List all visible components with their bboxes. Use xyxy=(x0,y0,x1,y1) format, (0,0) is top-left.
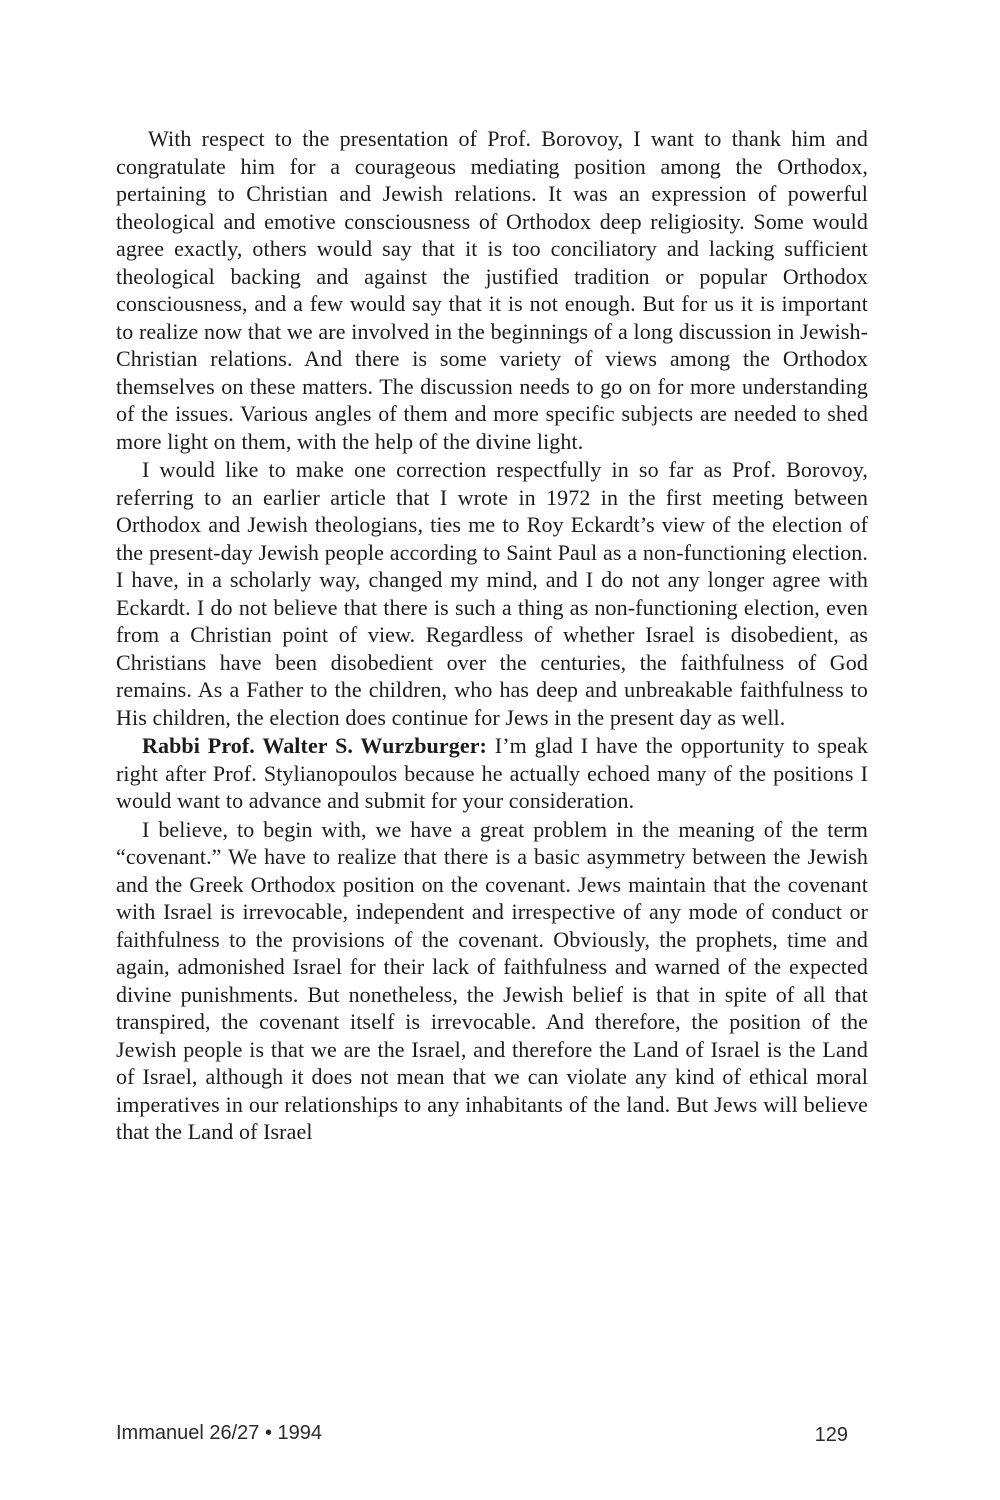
paragraph-borovoy-response xyxy=(116,125,868,455)
paragraph-correction xyxy=(116,456,868,731)
paragraph-wurzburger-intro xyxy=(116,732,868,815)
page-number: 129 xyxy=(814,1424,848,1446)
speaker-name: Rabbi Prof. Walter S. Wurzburger: xyxy=(142,733,487,758)
paragraph-text: I would like to make one correction respectfully in so far as Prof. Borovoy, referring to an earlier article that I wrote in 1972 in the first meeting between Orthodox and Jewish theologians, ties me to Roy Eckardt’s view of the election of the present-day Jewish people according to Saint Paul as a non-functioning election. I have, in a scholarly way, changed my mind, and I do not any longer agree with Eckardt. I do not believe that there is such a thing as non-functioning election, even from a Christian point of view. Regardless of whether Israel is disobedient, as Christians have been disobedient over the centuries, the faithfulness of God remains. As a Father to the children, who has deep and unbreakable faithfulness to His children, the election does continue for Jews in the present day as well. xyxy=(116,457,868,730)
paragraph-covenant xyxy=(116,816,868,1146)
body-text xyxy=(116,125,868,1146)
journal-citation: Immanuel 26/27 • 1994 xyxy=(116,1422,323,1444)
paragraph-text: I’m glad I have the opportunity to speak right after Prof. Stylianopoulos because he actually echoed many of the positions I would want to advance and submit for your consideration. xyxy=(116,733,868,813)
paragraph-text: With respect to the presentation of Prof. Borovoy, I want to thank him and congratulate him for a courageous mediating position among the Orthodox, pertaining to Christian and Jewish relations. It was an expression of powerful theological and emotive consciousness of Orthodox deep religiosity. Some would agree exactly, others would say that it is too conciliatory and lacking sufficient theological backing and against the justified tradition or popular Orthodox consciousness, and a few would say that it is not enough. But for us it is important to realize now that we are involved in the beginnings of a long discussion in Jewish-Christian relations. And there is some variety of views among the Orthodox themselves on these matters. The discussion needs to go on for more understanding of the issues. Various angles of them and more specific subjects are needed to shed more light on them, with the help of the divine light. xyxy=(116,126,868,454)
page-footer xyxy=(116,1422,868,1452)
paragraph-text: I believe, to begin with, we have a great problem in the meaning of the term “covenant.” We have to realize that there is a basic asymmetry between the Jewish and the Greek Orthodox position on the covenant. Jews maintain that the covenant with Israel is irrevocable, independent and irrespective of any mode of conduct or faithfulness to the provisions of the covenant. Obviously, the prophets, time and again, admonished Israel for their lack of faithfulness and warned of the expected divine punishments. But nonetheless, the Jewish belief is that in spite of all that transpired, the covenant itself is irrevocable. And therefore, the position of the Jewish people is that we are the Israel, and therefore the Land of Israel is the Land of Israel, although it does not mean that we can violate any kind of ethical moral imperatives in our relationships to any inhabitants of the land. But Jews will believe that the Land of Israel xyxy=(116,816,868,1144)
